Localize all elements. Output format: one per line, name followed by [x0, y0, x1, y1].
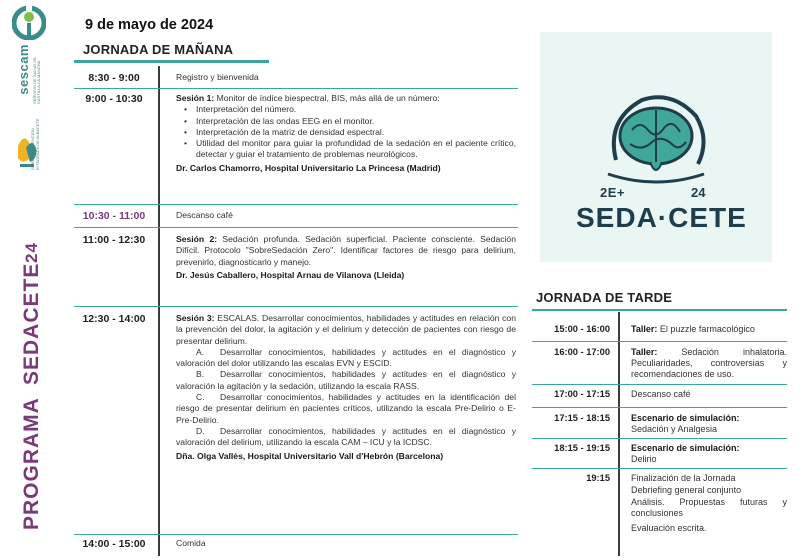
row-divider: [532, 341, 787, 342]
row-text: Taller: Sedación inhalatoria. Peculiaridades, controversias y recomendaciones de uso.: [631, 347, 787, 379]
session-label: Sesión 2:: [176, 234, 218, 244]
bullet-item: • Utilidad del monitor para guiar la profundidad de la sedación en el paciente crítico, detectar y guiar el tratamiento de problemas neurológicos.: [184, 138, 516, 161]
morning-underline: [74, 60, 269, 63]
row-time: 18:15 - 19:15: [554, 443, 610, 453]
closing-item: Debriefing general conjunto: [631, 485, 742, 495]
row-divider: [74, 306, 518, 307]
row-divider: [532, 384, 787, 385]
sescam-subtitle: SERVICIO DE SALUD DE CASTILLA-LA MANCHA: [32, 57, 41, 104]
row-divider: [532, 407, 787, 408]
afternoon-underline: [532, 309, 787, 311]
row-text: Sesión 2: Sedación profunda. Sedación superficial. Paciente consciente. Sedación Difícil. Protocolo "SobreSedación Zero". Identificar factores de riesgo para delirium, prevenirlo, diagnosticarlo y manejo. Dr. Jesús Caballero, Hospital Arnau de Vilanova (Lleida): [176, 234, 516, 280]
speaker: Dr. Carlos Chamorro, Hospital Universitario La Princesa (Madrid): [176, 162, 441, 173]
row-divider: [532, 468, 787, 469]
morning-title: JORNADA DE MAÑANA: [83, 42, 234, 57]
program-year: 24: [22, 241, 41, 263]
row-time: 9:00 - 10:30: [85, 93, 143, 105]
session-label: Sesión 1:: [176, 93, 215, 103]
brain-icon: [602, 90, 710, 190]
logo-year-left: 2E+: [600, 185, 625, 200]
row-text: Escenario de simulación: Sedación y Analgesia: [631, 413, 740, 434]
closing-item: Evaluación escrita.: [631, 523, 707, 533]
row-divider: [74, 227, 518, 228]
left-sidebar: [0, 0, 60, 560]
row-time: 17:00 - 17:15: [554, 389, 610, 399]
logo-brand: SEDA·CETE: [576, 202, 747, 233]
row-text: Sesión 1: Monitor de índice biespectral, BIS, más allá de un número: • Interpretación del número. • Interpretación de las ondas EEG en el monitor. • Interpretación de la matriz de densidad espectral. • Utilidad del monitor para guiar la profundidad de la sedación en el paciente crítico, detectar y guiar el tratamiento de problemas neurológicos. Dr. Carlos Chamorro, Hospital Universitario La Princesa (Madrid): [176, 93, 516, 174]
row-time: 16:00 - 17:00: [554, 347, 610, 357]
speaker: Dña. Olga Vallès, Hospital Universitario Vall d'Hebrón (Barcelona): [176, 450, 444, 461]
row-divider: [532, 438, 787, 439]
event-date: 9 de mayo de 2024: [85, 17, 214, 33]
row-time: 10:30 - 11:00: [82, 210, 146, 222]
row-time: 19:15: [586, 473, 610, 483]
row-text: Taller: El puzzle farmacológico: [631, 324, 755, 334]
row-text: Comida: [176, 538, 206, 548]
row-text: [631, 473, 787, 534]
sub-item: A. Desarrollar conocimientos, habilidades y actitudes en el diagnóstico y valoración del dolor utilizando las escalas EVN y ESCID.: [176, 346, 516, 369]
afternoon-title: JORNADA DE TARDE: [536, 290, 673, 305]
sescam-wordmark: sescam: [16, 44, 31, 95]
row-text: Sesión 3: ESCALAS. Desarrollar conocimientos, habilidades y actitudes en relación con la prevención del dolor, la agitación y el delirium y detección de pacientes con riesgo de presentar delirium. A. Desarrollar conocimientos, habilidades y actitudes en el diagnóstico y valoración del dolor utilizando las escalas EVN y ESCID. B. Desarrollar conocimientos, habilidades y actitudes en el diagnóstico y valoración la agitación y la sedación, utilizando la escala RASS. C. Desarrollar conocimientos, habilidades y actitudes en la identificación del riesgo de presentar delirium en pacientes críticos, utilizando la escala Pre-Delirio o E-Pre-Delirio. D. Desarrollar conocimientos, habilidades y actitudes en el diagnóstico y valoración del delirium, utilizando la escala CAM – ICU y la ICDSC. Dña. Olga Vallès, Hospital Universitario Vall d'Hebrón (Barcelona): [176, 313, 516, 461]
sescam-logo-icon: [12, 6, 46, 40]
afternoon-row: [532, 389, 787, 403]
speaker: Dr. Jesús Caballero, Hospital Arnau de Vilanova (Lleida): [176, 269, 405, 280]
bullet-item: • Interpretación de la matriz de densidad espectral.: [184, 127, 516, 138]
closing-item: Finalización de la Jornada: [631, 473, 736, 483]
row-time: 14:00 - 15:00: [82, 538, 146, 550]
program-word: PROGRAMA: [20, 397, 43, 530]
afternoon-row: [532, 413, 787, 437]
sub-item: C. Desarrollar conocimientos, habilidades y actitudes en la identificación del riesgo de presentar delirium en pacientes críticos, utilizando la escala Pre-Delirio o E-Pre-Delirio.: [176, 392, 516, 425]
closing-item: Análisis. Propuestas futuras y conclusiones: [631, 497, 787, 518]
program-name: SEDACETE: [20, 262, 43, 386]
afternoon-row: [532, 443, 787, 467]
bullet-item: • Interpretación del número.: [184, 104, 516, 115]
row-divider: [74, 204, 518, 205]
row-text: Registro y bienvenida: [176, 72, 259, 82]
row-text: Descanso café: [631, 389, 691, 399]
sub-item: D. Desarrollar conocimientos, habilidades y actitudes en el diagnóstico y valoración del delirium, utilizando la escala CAM – ICU y la ICDSC.: [176, 425, 516, 448]
schedule-row: [74, 93, 519, 205]
hospital-logo-text: GERENCIA ATENCIÓN INTEGRADA DE ALBACETE: [30, 118, 40, 170]
row-time: 15:00 - 16:00: [554, 324, 610, 334]
afternoon-row: [532, 473, 787, 549]
row-divider: [74, 88, 518, 89]
row-time: 8:30 - 9:00: [88, 72, 140, 84]
row-text: Escenario de simulación: Delirio: [631, 443, 740, 464]
row-time: 17:15 - 18:15: [554, 413, 610, 423]
program-vertical-title: [12, 210, 52, 530]
row-time: 11:00 - 12:30: [82, 234, 146, 246]
schedule-row: [74, 72, 519, 88]
logo-year-right: 24: [691, 185, 706, 200]
row-divider: [74, 534, 518, 535]
schedule-row: [74, 313, 519, 533]
row-time: 12:30 - 14:00: [82, 313, 146, 325]
session-label: Sesión 3:: [176, 313, 215, 323]
schedule-row: [74, 210, 519, 226]
afternoon-row: [532, 347, 787, 383]
session-bullets: [176, 104, 516, 160]
row-text: Descanso café: [176, 210, 233, 220]
sub-item: B. Desarrollar conocimientos, habilidades y actitudes en el diagnóstico y valoración la agitación y la sedación, utilizando la escala RASS.: [176, 369, 516, 391]
schedule-row: [74, 234, 519, 292]
afternoon-row: [532, 324, 787, 338]
event-logo: [540, 32, 772, 262]
bullet-item: • Interpretación de las ondas EEG en el monitor.: [184, 116, 516, 127]
schedule-row: [74, 538, 519, 554]
